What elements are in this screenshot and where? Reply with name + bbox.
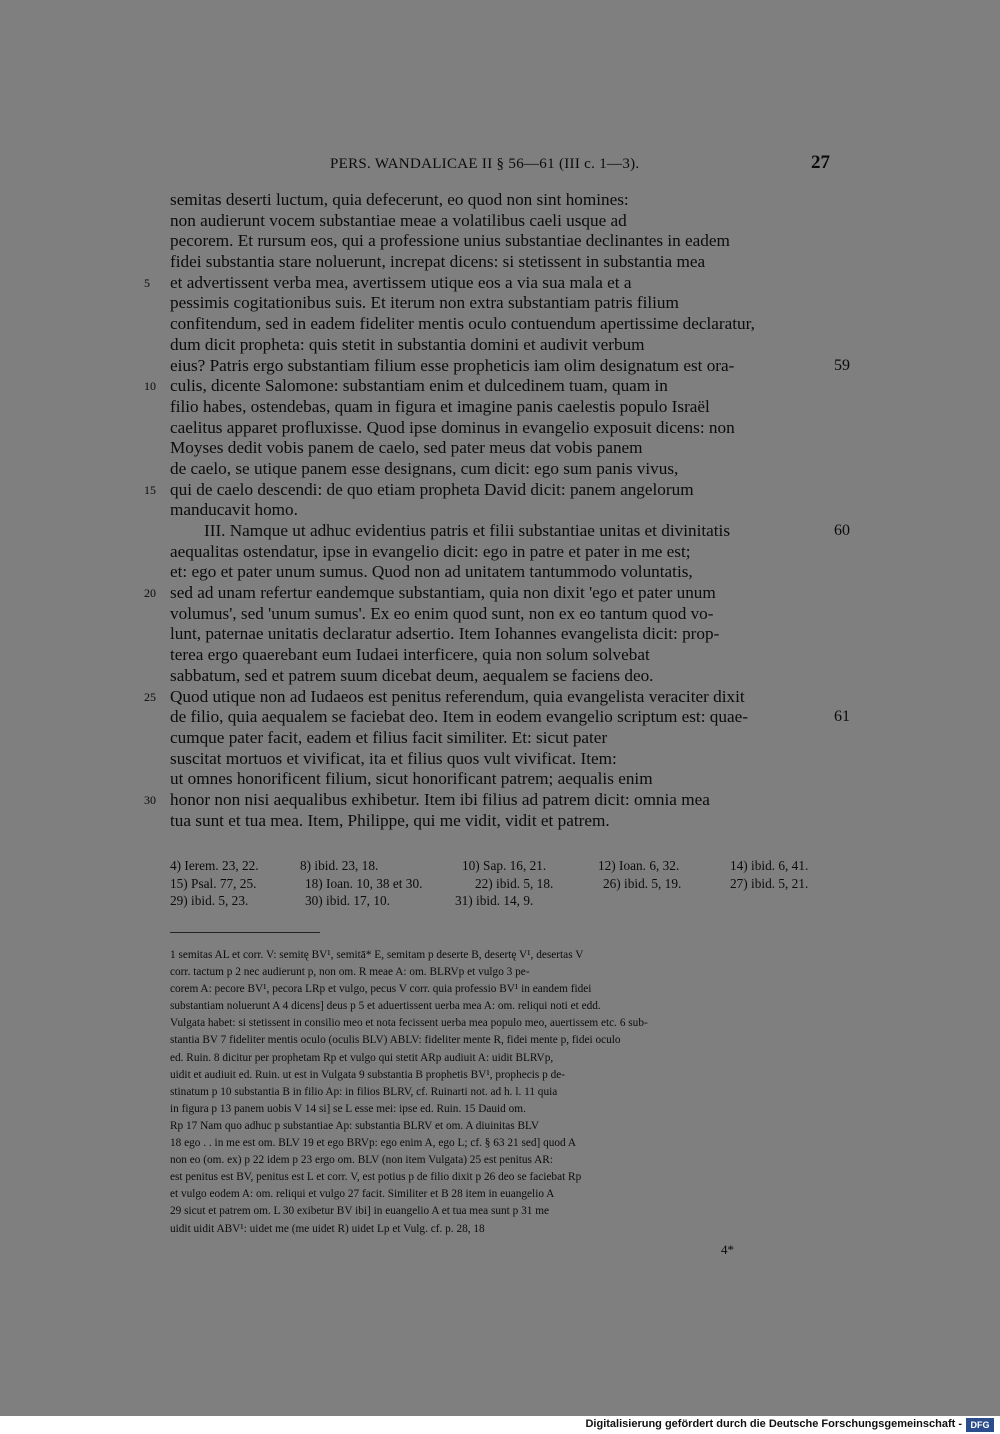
apparatus-line: Vulgata habet: si stetissent in consilio meo et nota fecissent uerba mea populo meo, auertissem etc. 6 sub-	[170, 1017, 648, 1030]
apparatus-line: 1 semitas AL et corr. V: semitę BV¹, semitā* E, semitam p deserte B, desertę V¹, desertas V	[170, 949, 584, 961]
apparatus-line: substantiam noluerunt A 4 dicens] deus p 5 et aduertissent uerba mea A: om. reliqui noti et edd.	[170, 1000, 601, 1013]
line-number: 30	[144, 792, 156, 807]
line-text: filio habes, ostendebas, quam in figura et imagine panis caelestis populo Israël	[170, 396, 710, 416]
citation-row	[170, 857, 830, 875]
text-line	[170, 707, 850, 728]
apparatus-line: stinatum p 10 substantia B in filio Ap: in filios BLRV, cf. Ruinarti not. ad h. l. 11 quia	[170, 1085, 558, 1098]
apparatus-line: corem A: pecore BV¹, pecora LRp et vulgo, pecus V corr. quia professio BV¹ in eandem fidei	[170, 983, 592, 996]
line-text: tua sunt et tua mea. Item, Philippe, qui me vidit, vidit et patrem.	[170, 810, 610, 830]
apparatus-line: 29 sicut et patrem om. L 30 exibetur BV ibi] in euangelio A et tua mea sunt p 31 me	[170, 1205, 549, 1218]
line-text: eius? Patris ergo substantiam filium esse propheticis iam olim designatum est ora-	[170, 355, 735, 375]
line-number: 20	[144, 586, 156, 601]
text-line	[170, 500, 830, 521]
citation-row	[170, 875, 830, 893]
margin-section-number: 60	[834, 522, 850, 539]
text-line	[144, 272, 830, 294]
footnote-rule	[170, 932, 320, 933]
line-number: 25	[144, 689, 156, 704]
margin-section-number: 61	[834, 708, 850, 726]
line-text: et: ego et pater unum sumus. Quod non ad unitatem tantummodo voluntatis,	[170, 562, 693, 582]
line-text: caelitus apparet profluxisse. Quod ipse dominus in evangelio exposuit dicens: non	[170, 417, 735, 437]
text-line	[170, 562, 830, 583]
text-line	[170, 397, 830, 418]
text-line	[144, 583, 830, 604]
apparatus-line: 18 ego . . in me est om. BLV 19 et ego BRVp: ego enim A, ego L; cf. § 63 21 sed] quod A	[170, 1137, 577, 1150]
text-line	[170, 666, 830, 687]
line-text: pessimis cogitationibus suis. Et iterum non extra substantiam patris filium	[170, 293, 679, 313]
text-line	[170, 418, 830, 439]
line-number: 10	[144, 379, 156, 394]
text-line	[170, 355, 850, 377]
text-line	[144, 789, 830, 811]
line-text: fidei substantia stare noluerunt, increpat dicens: si stetissent in substantia mea	[170, 252, 706, 272]
text-line	[170, 211, 830, 232]
line-text: terea ergo quaerebant eum Iudaei interficere, quia non solum solvebat	[170, 645, 650, 665]
text-line	[170, 231, 830, 252]
line-text: III. Namque ut adhuc evidentius patris et filii substantiae unitas et divinitatis	[204, 521, 731, 540]
text-line	[170, 542, 830, 563]
citation: 4) Ierem. 23, 22.	[170, 858, 259, 873]
line-number: 5	[144, 275, 150, 290]
apparatus-line: Rp 17 Nam quo adhuc p substantiae Ap: substantia BLRV et om. A diuinitas BLV	[170, 1119, 540, 1132]
line-text: Quod utique non ad Iudaeos est penitus referendum, quia evangelista veraciter dixit	[170, 686, 745, 706]
line-text: qui de caelo descendi: de quo etiam propheta David dicit: panem angelorum	[170, 479, 694, 499]
line-text: suscitat mortuos et vivificat, ita et filius quos vult vivificat. Item:	[170, 748, 617, 768]
citation-row	[170, 892, 830, 910]
margin-section-number: 59	[834, 356, 850, 374]
citation: 8) ibid. 23, 18.	[300, 858, 379, 873]
apparatus-line: stantia BV 7 fideliter mentis oculo (oculis BLV) ABLV: fideliter mente R, fidei mente p, fidei oculo	[170, 1034, 621, 1047]
page-header	[330, 152, 830, 178]
line-text: confitendum, sed in eadem fideliter mentis oculo contuendum apertissime declaratur,	[170, 314, 755, 334]
apparatus-line: uidit et audiuit ed. Ruin. ut est in Vulgata 9 substantia B prophetis BV¹, prophecis p de-	[170, 1068, 566, 1081]
citation: 12) Ioan. 6, 32.	[598, 858, 680, 873]
text-line	[170, 749, 830, 770]
funding-notice: Digitalisierung gefördert durch die Deutsche Forschungsgemeinschaft -	[585, 1418, 962, 1430]
line-text: lunt, paternae unitatis declaratur adsertio. Item Iohannes evangelista dicit: prop-	[170, 624, 720, 644]
line-text: volumus', sed 'unum sumus'. Ex eo enim quod sunt, non ex eo tantum quod vo-	[170, 603, 714, 623]
line-text: honor non nisi aequalibus exhibetur. Item ibi filius ad patrem dicit: omnia mea	[170, 789, 710, 809]
line-text: manducavit homo.	[170, 500, 298, 520]
apparatus-line: est penitus est BV, penitus est L et corr. V, est potius p de filio dixit p 26 deo se faciebat Rp	[170, 1171, 582, 1184]
text-line	[170, 521, 850, 542]
citation: 18) Ioan. 10, 38 et 30.	[305, 875, 423, 891]
line-text: pecorem. Et rursum eos, qui a professione unius substantiae declinantes in eadem	[170, 231, 730, 251]
main-text	[144, 190, 850, 831]
citation: 27) ibid. 5, 21.	[730, 875, 809, 891]
text-line	[170, 645, 830, 666]
line-text: de filio, quia aequalem se faciebat deo. Item in eodem evangelio scriptum est: quae-	[170, 707, 748, 727]
text-line	[144, 376, 830, 397]
apparatus-line: uidit uidit ABV¹: uidet me (me uidet R) uidet Lp et Vulg. cf. p. 28, 18	[170, 1222, 485, 1235]
dfg-logo: DFG	[966, 1418, 994, 1432]
citation: 14) ibid. 6, 41.	[730, 858, 809, 873]
apparatus-line: et vulgo eodem A: om. reliqui et vulgo 27 facit. Similiter et B 28 item in euangelio A	[170, 1188, 555, 1201]
apparatus-line: ed. Ruin. 8 dicitur per prophetam Rp et vulgo qui stetit ARp audiuit A: uidit BLRVp,	[170, 1051, 554, 1064]
text-line	[170, 769, 830, 790]
footer-bar	[0, 1416, 1000, 1434]
line-text: cumque pater facit, eadem et filius facit similiter. Et: sicut pater	[170, 727, 608, 747]
citation: 15) Psal. 77, 25.	[170, 875, 257, 891]
line-text: Moyses dedit vobis panem de caelo, sed pater meus dat vobis panem	[170, 438, 643, 458]
text-line	[170, 335, 830, 356]
citation: 26) ibid. 5, 19.	[603, 875, 682, 891]
text-line	[170, 293, 830, 314]
running-head: PERS. WANDALICAE II § 56—61 (III c. 1—3).	[330, 156, 640, 172]
citation: 22) ibid. 5, 18.	[475, 875, 554, 891]
line-text: dum dicit propheta: quis stetit in substantia domini et audivit verbum	[170, 334, 645, 354]
text-line	[170, 624, 830, 645]
apparatus-line: corr. tactum p 2 nec audierunt p, non om. R meae A: om. BLRVp et vulgo 3 pe-	[170, 966, 530, 979]
text-line	[144, 479, 830, 501]
line-text: de caelo, se utique panem esse designans, cum dicit: ego sum panis vivus,	[170, 458, 679, 478]
line-text: semitas deserti luctum, quia defecerunt, eo quod non sint homines:	[170, 190, 629, 209]
line-text: sed ad unam refertur eandemque substantiam, quia non dixit 'ego et pater unum	[170, 583, 716, 603]
text-line	[170, 190, 830, 211]
text-line	[170, 811, 830, 832]
text-line	[170, 459, 830, 480]
line-number: 15	[144, 482, 156, 497]
citation: 29) ibid. 5, 23.	[170, 893, 249, 908]
line-text: culis, dicente Salomone: substantiam enim et dulcedinem tuam, quam in	[170, 376, 668, 396]
apparatus-line: non eo (om. ex) p 22 idem p 23 ergo om. BLV (non item Vulgata) 25 est penitus AR:	[170, 1154, 553, 1167]
line-text: et advertissent verba mea, avertissem utique eos a via sua mala et a	[170, 272, 632, 292]
text-line	[170, 252, 830, 273]
line-text: ut omnes honorificent filium, sicut honorificant patrem; aequalis enim	[170, 769, 653, 789]
text-line	[144, 686, 830, 708]
citation: 10) Sap. 16, 21.	[462, 858, 547, 873]
page-number: 27	[811, 152, 830, 173]
line-text: non audierunt vocem substantiae meae a volatilibus caeli usque ad	[170, 210, 627, 230]
text-line	[170, 314, 830, 335]
line-text: aequalitas ostendatur, ipse in evangelio dicit: ego in patre et pater in me est;	[170, 541, 691, 561]
citation-notes	[170, 857, 830, 910]
line-text: sabbatum, sed et patrem suum dicebat deum, aequalem se faciens deo.	[170, 665, 654, 685]
text-line	[170, 728, 830, 749]
citation: 31) ibid. 14, 9.	[455, 893, 534, 908]
critical-apparatus	[170, 947, 830, 1238]
text-line	[170, 438, 830, 459]
citation: 30) ibid. 17, 10.	[305, 893, 390, 908]
signature-mark: 4*	[721, 1242, 734, 1257]
text-line	[170, 604, 830, 625]
apparatus-line: in figura p 13 panem uobis V 14 si] se L esse mei: ipse ed. Ruin. 15 Dauid om.	[170, 1102, 526, 1115]
